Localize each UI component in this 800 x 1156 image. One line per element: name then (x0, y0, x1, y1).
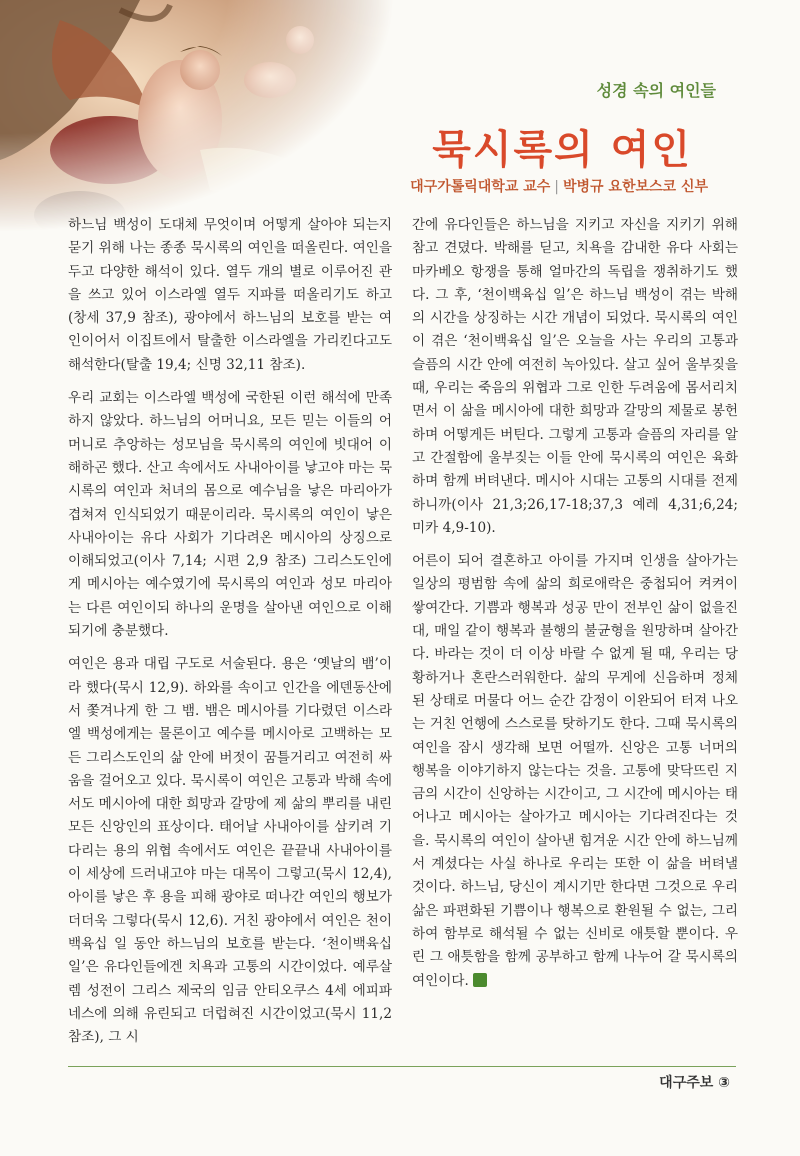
paragraph: 우리 교회는 이스라엘 백성에 국한된 이런 해석에 만족하지 않았다. 하느님의 어머니요, 모든 믿는 이들의 어머니로 추앙하는 성모님을 묵시록의 여인에 빗대어 이해하곤 했다. 산고 속에서도 사내아이를 낳고야 마는 묵시록의 여인과 처녀의 몸으로 예수님을 낳은 마리아가 겹쳐져 인식되었기 때문이리라. 묵시록의 여인이 낳은 사내아이는 유다 사회가 기다려온 메시아의 상징으로 이해되었고(이사 7,14; 시편 2,9 참조) 그리스도인에게 메시아는 예수였기에 묵시록의 여인과 성모 마리아는 다른 여인이되 하나의 운명을 살아낸 여인으로 이해되기에 충분했다. (68, 390, 392, 640)
paragraph: 여인은 용과 대립 구도로 서술된다. 용은 ‘옛날의 뱀’이라 했다(묵시 12,9). 하와를 속이고 인간을 에덴동산에서 쫓겨나게 한 그 뱀. 뱀은 메시아를 기다렸던 이스라엘 백성에게는 물론이고 예수를 메시아로 고백하는 모든 그리스도인의 삶 안에 버젓이 꿈틀거리고 여전히 싸움을 걸어오고 있다. 묵시록이 여인은 고통과 박해 속에서도 메시아에 대한 희망과 갈망에 제 삶의 뿌리를 내린 모든 신앙인의 표상이다. 태어날 사내아이를 삼키려 기다리는 용의 위협 속에서도 여인은 끝끝내 사내아이를 이 세상에 드러내고야 마는 대목이 그렇고(묵시 12,4), 아이를 낳은 후 용을 피해 광야로 떠나간 여인의 행보가 더더욱 그렇다(묵시 12,6). 거친 광야에서 여인은 천이백육십 일 동안 하느님의 보호를 받는다. ‘천이백육십 일’은 유다인들에겐 치욕과 고통의 시간이었다. 예루살렘 성전이 그리스 제국의 임금 안티오쿠스 4세 에피파네스에 의해 유린되고 더럽혀진 시간이었고(묵시 11,2 참조), 그 시 (68, 656, 392, 1046)
paragraph: 하느님 백성이 도대체 무엇이며 어떻게 살아야 되는지 묻기 위해 나는 종종 묵시록의 여인을 떠올린다. 여인을 두고 다양한 해석이 있다. 열두 개의 별로 이루어진 관을 쓰고 있어 이스라엘 열두 지파를 떠올리기도 하고(창세 37,9 참조), 광야에서 하느님의 보호를 받는 여인이어서 이집트에서 탈출한 이스라엘을 가리킨다고도 해석한다(탈출 19,4; 신명 32,11 참조). (68, 217, 392, 373)
left-column (68, 214, 392, 1059)
paragraph-final (412, 550, 738, 993)
footer-divider (68, 1066, 736, 1067)
paragraph-text: 어른이 되어 결혼하고 아이를 가지며 인생을 살아가는 일상의 평범함 속에 삶의 희로애락은 중첩되어 켜켜이 쌓여간다. 기쁨과 행복과 성공 만이 전부인 삶이 없을진대, 매일 같이 행복과 불행의 불균형을 원망하며 살아간다. 바라는 것이 더 이상 바랄 수 없게 될 때, 우리는 당황하거나 혼란스러워한다. 삶의 무게에 신음하며 정체된 상태로 머물다 어느 순간 감정이 이완되어 터져 나오는 거친 언행에 스스로를 탓하기도 한다. 그때 묵시록의 여인을 잠시 생각해 보면 어떨까. 신앙은 고통 너머의 행복을 이야기하지 않는다는 것을. 고통에 맞닥뜨린 지금의 시간이 신앙하는 시간이고, 그 시간에 메시아는 태어나고 메시아는 살아가고 메시아는 기다려진다는 것을. 묵시록의 여인이 살아낸 힘겨운 시간 안에 하느님께서 계셨다는 사실 하나로 우리는 또한 이 삶을 버텨낼 것이다. 하느님, 당신이 계시기만 한다면 그것으로 우리 삶은 파편화된 기쁨이나 행복으로 환원될 수 없는, 그리하여 함부로 해석될 수 없는 신비로 애틋할 뿐이다. 우린 그 애틋함을 함께 공부하고 함께 나누어 갈 묵시록의 여인이다. (412, 553, 738, 989)
byline-separator: | (554, 179, 559, 195)
author-name: 박병규 요한보스코 신부 (563, 179, 708, 195)
article-title: 묵시록의 여인 (432, 127, 692, 173)
series-label: 성경 속의 여인들 (596, 81, 716, 100)
author-affiliation: 대구가톨릭대학교 교수 (410, 179, 551, 195)
byline (410, 176, 708, 196)
end-of-article-icon (473, 973, 487, 987)
page-footer: 대구주보 ③ (659, 1075, 730, 1091)
right-column (412, 214, 738, 1003)
paragraph: 간에 유다인들은 하느님을 지키고 자신을 지키기 위해 참고 견뎠다. 박해를 딛고, 치욕을 감내한 유다 사회는 마카베오 항쟁을 통해 얼마간의 독립을 쟁취하기도 했다. 그 후, ‘천이백육십 일’은 하느님 백성이 겪는 박해의 시간을 상징하는 시간 개념이 되었다. 묵시록의 여인이 겪은 ‘천이백육십 일’은 오늘을 사는 우리의 고통과 슬픔의 시간 안에 여전히 녹아있다. 살고 싶어 울부짖을 때, 우리는 죽음의 위협과 그로 인한 두려움에 몸서리치면서 이 삶을 메시아에 대한 희망과 갈망의 제물로 봉헌하며 어떻게든 버틴다. 그렇게 고통과 슬픔의 자리를 알고 간절함에 울부짖는 이들 안에 묵시록의 여인은 육화하며 함께 버텨낸다. 메시아 시대는 고통의 시대를 전제하니까(이사 21,3;26,17-18;37,3 예레 4,31;6,24; 미카 4,9-10). (412, 217, 738, 536)
